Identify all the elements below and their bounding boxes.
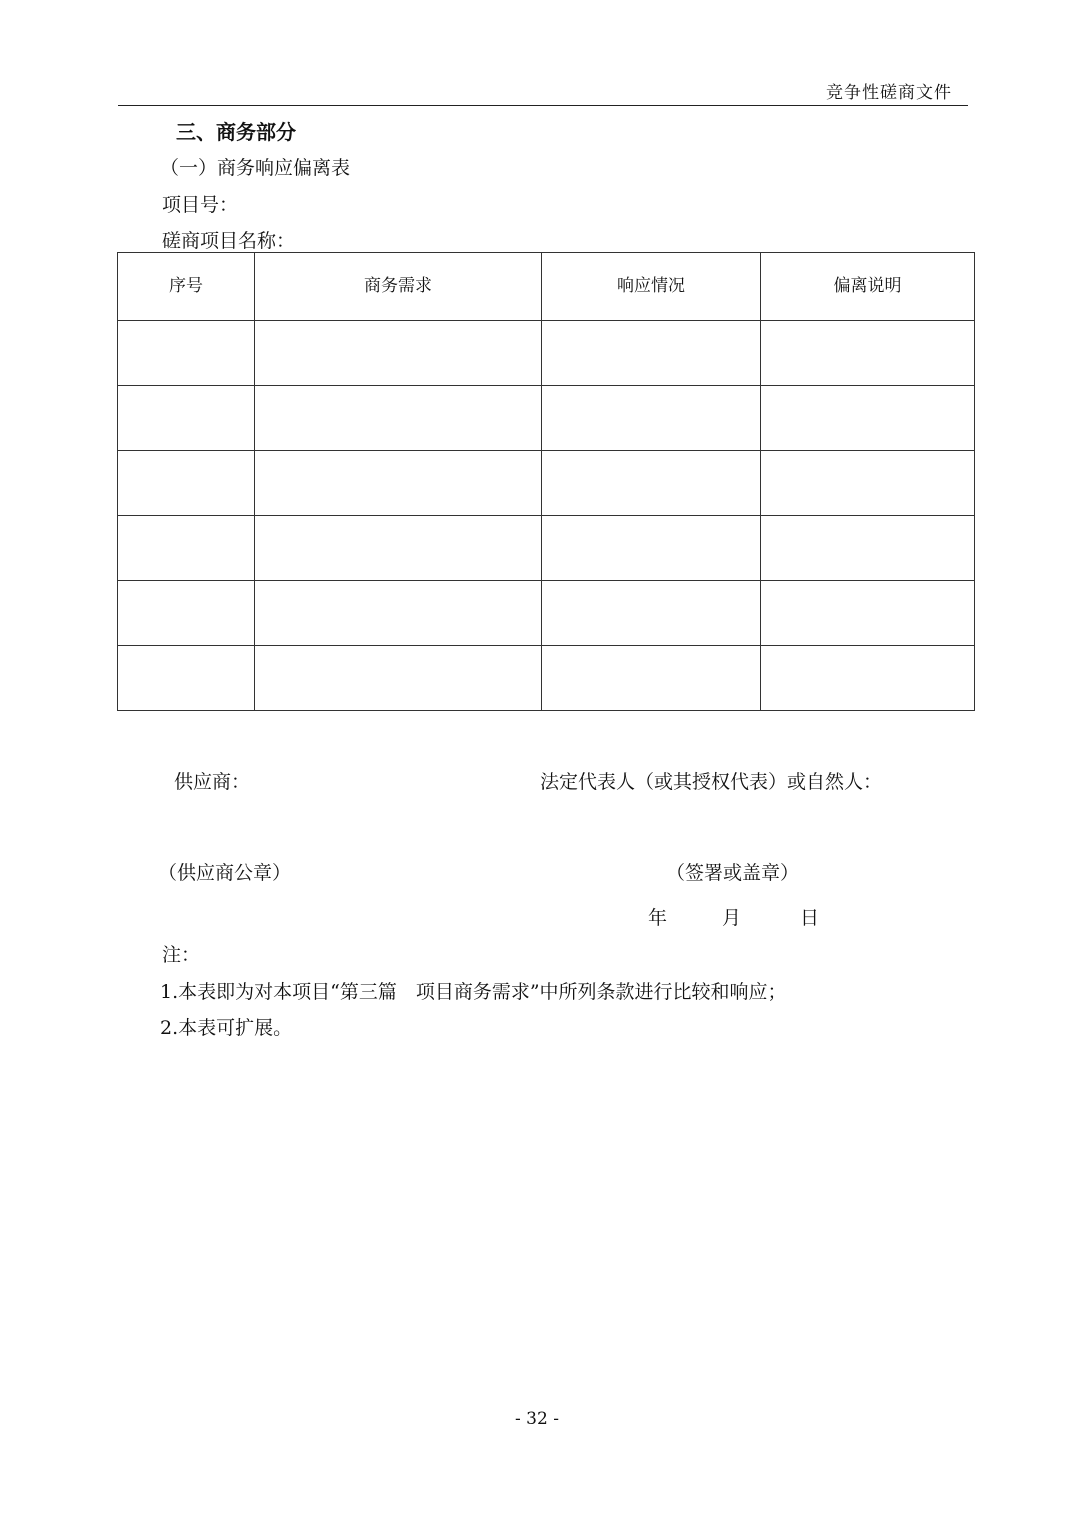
table-cell (255, 581, 542, 646)
sign-or-seal-label: （签署或盖章） (666, 862, 800, 884)
column-header-deviation-note: 偏离说明 (761, 253, 975, 321)
table-cell (118, 321, 255, 386)
table-cell (761, 451, 975, 516)
table-cell (118, 646, 255, 711)
table-cell (118, 581, 255, 646)
page-number: - 32 - (515, 1409, 559, 1429)
date-year-label: 年 (648, 907, 668, 929)
date-month-label: 月 (722, 907, 742, 929)
table-cell (761, 646, 975, 711)
header-divider (118, 105, 968, 106)
table-cell (118, 386, 255, 451)
table-row (118, 516, 975, 581)
table-cell (542, 386, 761, 451)
project-number-label: 项目号： (162, 194, 239, 216)
column-header-serial: 序号 (118, 253, 255, 321)
table-cell (761, 321, 975, 386)
column-header-response: 响应情况 (542, 253, 761, 321)
table-row (118, 451, 975, 516)
table-cell (542, 581, 761, 646)
table-cell (761, 516, 975, 581)
notes-title: 注： (162, 944, 201, 966)
header-title: 竞争性磋商文件 (826, 83, 952, 103)
table-row (118, 646, 975, 711)
table-cell (255, 516, 542, 581)
project-name-label: 磋商项目名称： (162, 230, 296, 252)
supplier-label: 供应商： (174, 771, 251, 793)
table-cell (255, 451, 542, 516)
note-item: 1.本表即为对本项目“第三篇 项目商务需求”中所列条款进行比较和响应； (160, 981, 787, 1003)
table-cell (542, 646, 761, 711)
table-cell (542, 321, 761, 386)
business-deviation-table (117, 252, 975, 711)
table-row (118, 321, 975, 386)
date-day-label: 日 (800, 907, 820, 929)
table-cell (761, 581, 975, 646)
table-row (118, 581, 975, 646)
table-cell (761, 386, 975, 451)
note-item: 2.本表可扩展。 (160, 1017, 293, 1039)
table-cell (255, 646, 542, 711)
column-header-business-requirement: 商务需求 (255, 253, 542, 321)
table-cell (542, 516, 761, 581)
table-cell (118, 451, 255, 516)
table-cell (255, 386, 542, 451)
table-cell (118, 516, 255, 581)
supplier-seal-label: （供应商公章） (158, 862, 292, 884)
table-header-row (118, 253, 975, 321)
table-cell (255, 321, 542, 386)
table-cell (542, 451, 761, 516)
section-title: 三、商务部分 (176, 120, 296, 144)
table-row (118, 386, 975, 451)
legal-representative-label: 法定代表人（或其授权代表）或自然人： (540, 771, 883, 793)
subsection-title: （一）商务响应偏离表 (160, 157, 351, 179)
